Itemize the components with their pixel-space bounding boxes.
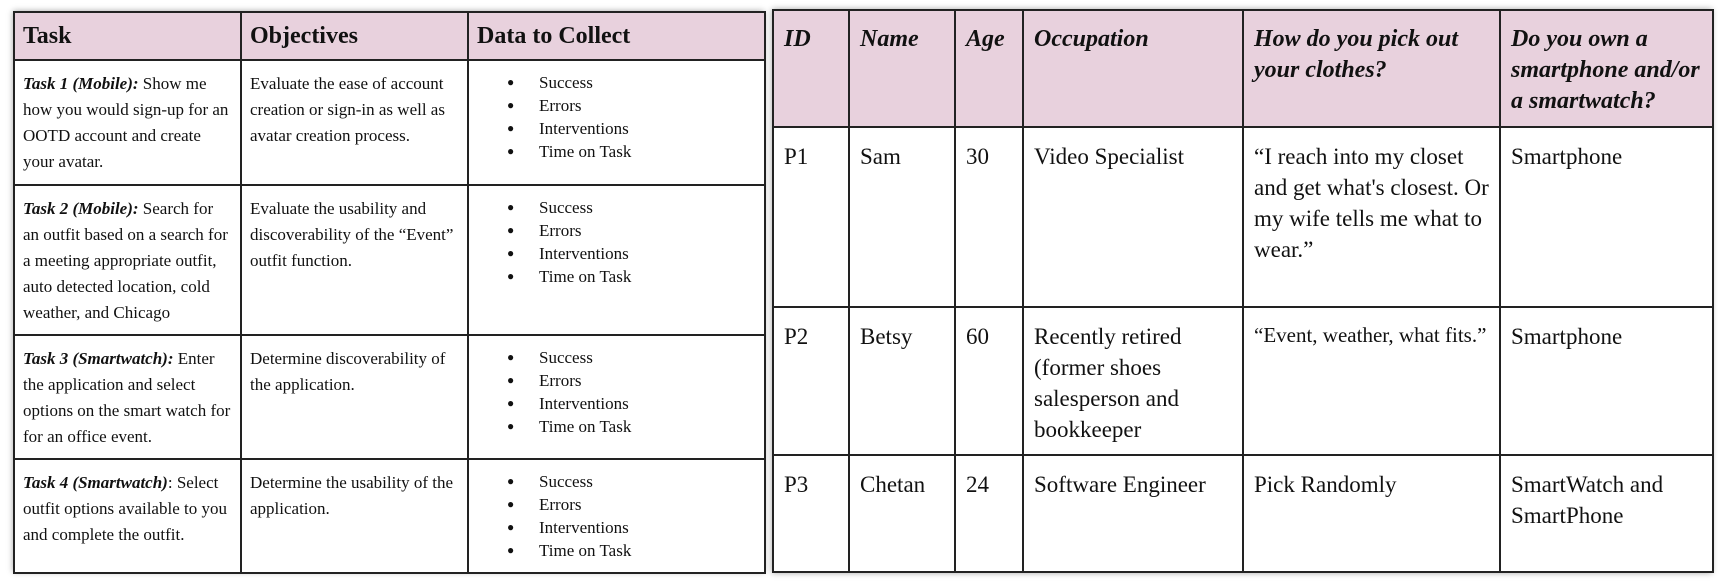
- header-occupation: Occupation: [1023, 10, 1243, 127]
- data-item: ● Time on Task: [539, 140, 756, 163]
- objective-cell: Evaluate the usability and discoverability of the “Event” outfit function.: [241, 185, 468, 335]
- data-list: [477, 470, 756, 562]
- header-objectives: Objectives: [241, 12, 468, 60]
- participant-id: P1: [773, 127, 849, 307]
- participant-id: P2: [773, 307, 849, 455]
- header-id: ID: [773, 10, 849, 127]
- participant-row-p2: [773, 307, 1713, 455]
- data-item: ● Success: [539, 470, 756, 493]
- header-name: Name: [849, 10, 955, 127]
- tasks-header-row: [14, 12, 765, 60]
- data-item: ● Success: [539, 346, 756, 369]
- task-row-1: [14, 60, 765, 185]
- task-label: Task 1 (Mobile):: [23, 74, 139, 93]
- objective-cell: Determine the usability of the application.: [241, 459, 468, 573]
- participant-id: P3: [773, 455, 849, 572]
- data-item: ● Interventions: [539, 516, 756, 539]
- participant-name: Sam: [849, 127, 955, 307]
- participant-clothes-answer: “Event, weather, what fits.”: [1243, 307, 1500, 455]
- data-item: ● Time on Task: [539, 265, 756, 288]
- participant-device-answer: Smartphone: [1500, 127, 1713, 307]
- participant-clothes-answer: Pick Randomly: [1243, 455, 1500, 572]
- tasks-table: [13, 11, 766, 574]
- participant-clothes-answer: “I reach into my closet and get what's closest. Or my wife tells me what to wear.”: [1243, 127, 1500, 307]
- data-item: ● Time on Task: [539, 539, 756, 562]
- participant-occupation: Recently retired (former shoes salesperson and bookkeeper: [1023, 307, 1243, 455]
- data-item: ● Errors: [539, 493, 756, 516]
- task-row-4: [14, 459, 765, 573]
- task-label: Task 4 (Smartwatch): [23, 473, 168, 492]
- participant-age: 24: [955, 455, 1023, 572]
- task-cell: [14, 335, 241, 459]
- objective-cell: Evaluate the ease of account creation or sign-in as well as avatar creation process.: [241, 60, 468, 185]
- task-cell: [14, 459, 241, 573]
- participant-name: Chetan: [849, 455, 955, 572]
- header-age: Age: [955, 10, 1023, 127]
- data-cell: [468, 60, 765, 185]
- participants-header-row: [773, 10, 1713, 127]
- task-label: Task 2 (Mobile):: [23, 199, 139, 218]
- task-cell: [14, 185, 241, 335]
- data-cell: [468, 185, 765, 335]
- task-cell: [14, 60, 241, 185]
- data-item: ● Errors: [539, 94, 756, 117]
- data-item: ● Errors: [539, 219, 756, 242]
- task-text: : Select outfit options available to you and complete the outfit.: [23, 473, 227, 544]
- data-cell: [468, 335, 765, 459]
- header-device-question: Do you own a smartphone and/or a smartwatch?: [1500, 10, 1713, 127]
- objective-cell: Determine discoverability of the application.: [241, 335, 468, 459]
- participants-table-panel: [772, 9, 1712, 573]
- data-list: [477, 71, 756, 163]
- tasks-table-panel: [13, 11, 764, 572]
- data-cell: [468, 459, 765, 573]
- participant-age: 30: [955, 127, 1023, 307]
- task-text: Search for an outfit based on a search for a meeting appropriate outfit, auto detected location, cold weather, and Chicago: [23, 199, 228, 322]
- header-data-to-collect: Data to Collect: [468, 12, 765, 60]
- data-item: ● Interventions: [539, 117, 756, 140]
- data-item: ● Interventions: [539, 392, 756, 415]
- data-item: ● Errors: [539, 369, 756, 392]
- participant-device-answer: Smartphone: [1500, 307, 1713, 455]
- header-clothes-question: How do you pick out your clothes?: [1243, 10, 1500, 127]
- data-list: [477, 346, 756, 438]
- task-text: Enter the application and select options on the smart watch for for an office event.: [23, 349, 231, 446]
- data-item: ● Success: [539, 196, 756, 219]
- participant-occupation: Video Specialist: [1023, 127, 1243, 307]
- participant-age: 60: [955, 307, 1023, 455]
- participant-name: Betsy: [849, 307, 955, 455]
- data-item: ● Time on Task: [539, 415, 756, 438]
- participant-device-answer: SmartWatch and SmartPhone: [1500, 455, 1713, 572]
- participants-table: [772, 9, 1714, 573]
- task-text: Show me how you would sign-up for an OOTD account and create your avatar.: [23, 74, 229, 171]
- participant-occupation: Software Engineer: [1023, 455, 1243, 572]
- task-row-3: [14, 335, 765, 459]
- data-item: ● Interventions: [539, 242, 756, 265]
- data-list: [477, 196, 756, 288]
- header-task: Task: [14, 12, 241, 60]
- data-item: ● Success: [539, 71, 756, 94]
- participant-row-p3: [773, 455, 1713, 572]
- task-label: Task 3 (Smartwatch):: [23, 349, 174, 368]
- task-row-2: [14, 185, 765, 335]
- participant-row-p1: [773, 127, 1713, 307]
